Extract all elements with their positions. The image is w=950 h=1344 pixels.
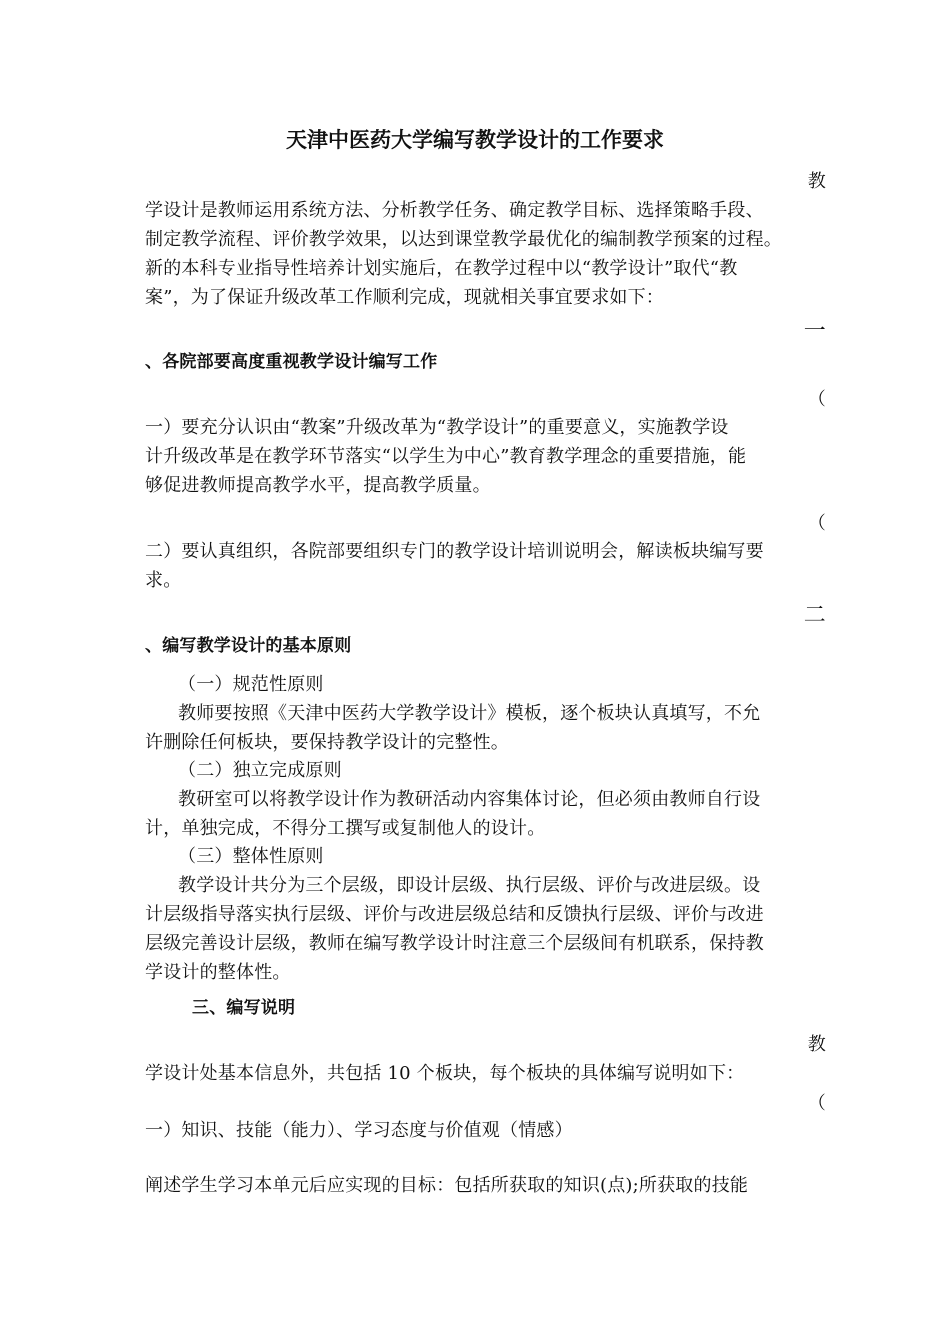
section2-heading: 、编写教学设计的基本原则	[145, 636, 352, 656]
section1-number: 一	[803, 319, 826, 344]
principle-title: （一）规范性原则	[178, 674, 324, 695]
section1-item1-line: 一）要充分认识由“教案”升级改革为“教学设计”的重要意义，实施教学设	[145, 417, 729, 438]
principle-line: 教师要按照《天津中医药大学教学设计》模板，逐个板块认真填写，不允	[178, 703, 761, 724]
section3-line: 学设计处基本信息外，共包括 10 个板块，每个板块的具体编写说明如下：	[145, 1063, 745, 1084]
principle-title: （二）独立完成原则	[178, 760, 342, 781]
principle-line: 层级完善设计层级，教师在编写教学设计时注意三个层级间有机联系，保持教	[145, 933, 764, 954]
section1-heading: 、各院部要高度重视教学设计编写工作	[145, 352, 438, 372]
principle-line: 许删除任何板块，要保持教学设计的完整性。	[145, 732, 509, 753]
intro-line: 案”，为了保证升级改革工作顺利完成，现就相关事宜要求如下：	[145, 287, 664, 308]
section1-item2-paren: （	[807, 513, 826, 534]
section1-item1-line: 计升级改革是在教学环节落实“以学生为中心”教育教学理念的重要措施，能	[145, 446, 747, 467]
section3-lead-char: 教	[807, 1034, 826, 1055]
principle-line: 教学设计共分为三个层级，即设计层级、执行层级、评价与改进层级。设	[178, 875, 761, 896]
section3-body-line: 阐述学生学习本单元后应实现的目标：包括所获取的知识(点);所获取的技能	[145, 1175, 749, 1196]
principle-line: 教研室可以将教学设计作为教研活动内容集体讨论，但必须由教师自行设	[178, 789, 761, 810]
principle-line: 计，单独完成，不得分工撰写或复制他人的设计。	[145, 818, 546, 839]
section1-item2-line: 二）要认真组织，各院部要组织专门的教学设计培训说明会，解读板块编写要	[145, 541, 764, 562]
intro-line: 学设计是教师运用系统方法、分析教学任务、确定教学目标、选择策略手段、	[145, 200, 764, 221]
principle-line: 学设计的整体性。	[145, 962, 291, 983]
document-title: 天津中医药大学编写教学设计的工作要求	[286, 128, 664, 152]
section1-item1-paren: （	[807, 389, 826, 410]
principle-title: （三）整体性原则	[178, 846, 324, 867]
section2-number: 二	[803, 603, 826, 628]
intro-line: 制定教学流程、评价教学效果，以达到课堂教学最优化的编制教学预案的过程。	[145, 229, 782, 250]
intro-lead-char: 教	[807, 171, 826, 192]
section3-item1-paren: （	[807, 1093, 826, 1114]
principle-line: 计层级指导落实执行层级、评价与改进层级总结和反馈执行层级、评价与改进	[145, 904, 764, 925]
section1-item1-line: 够促进教师提高教学水平，提高教学质量。	[145, 475, 491, 496]
intro-line: 新的本科专业指导性培养计划实施后，在教学过程中以“教学设计”取代“教	[145, 258, 738, 279]
section3-heading: 三、编写说明	[192, 998, 296, 1018]
section3-item1-line: 一）知识、技能（能力）、学习态度与价值观（情感）	[145, 1120, 573, 1141]
section1-item2-line: 求。	[145, 570, 182, 591]
